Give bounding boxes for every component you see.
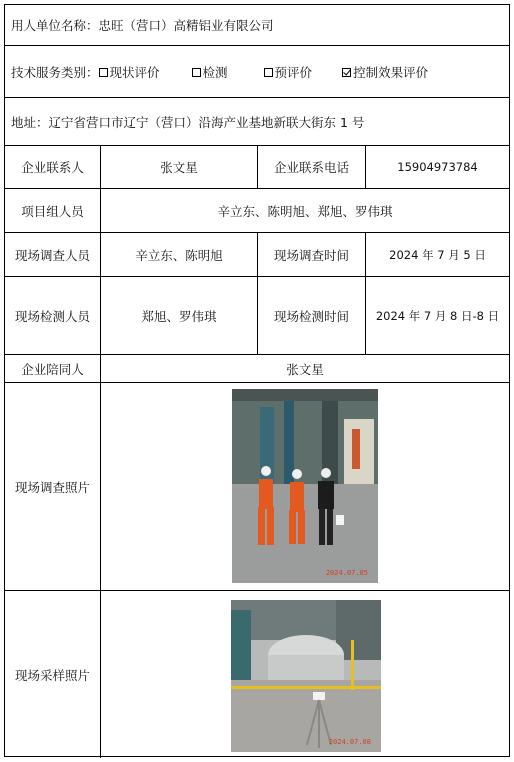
checkbox-icon xyxy=(99,68,108,77)
option-control-eval[interactable]: 控制效果评价 xyxy=(334,63,428,81)
team-row xyxy=(5,189,509,233)
test-time-label: 现场检测时间 xyxy=(257,277,365,354)
survey-row xyxy=(5,233,509,277)
contact-row xyxy=(5,146,509,189)
info-sheet xyxy=(4,4,510,757)
test-staff-label: 现场检测人员 xyxy=(14,308,90,324)
team-value: 辛立东、陈明旭、郑旭、罗伟琪 xyxy=(100,189,509,232)
unit-name-value: 忠旺（营口）高精铝业有限公司 xyxy=(98,18,274,33)
test-staff-value: 郑旭、罗伟琪 xyxy=(100,277,257,354)
contact-label: 企业联系人 xyxy=(21,160,84,175)
survey-staff-label: 现场调查人员 xyxy=(14,247,90,263)
photo-timestamp: 2024.07.05 xyxy=(325,569,368,577)
checkbox-icon xyxy=(192,68,201,77)
sampling-photo-row xyxy=(5,591,509,758)
contact-name: 张文星 xyxy=(100,146,257,188)
address-label: 地址： xyxy=(11,114,49,130)
unit-name-row xyxy=(5,5,509,46)
unit-name-label: 用人单位名称： xyxy=(11,18,99,33)
address-row xyxy=(5,98,509,146)
service-type-label: 技术服务类别： xyxy=(11,64,99,80)
test-time-value: 2024 年 7 月 8 日-8 日 xyxy=(365,277,509,354)
survey-staff-value: 辛立东、陈明旭 xyxy=(100,233,257,276)
survey-time-label: 现场调查时间 xyxy=(257,233,365,276)
option-status-eval[interactable]: 现状评价 xyxy=(99,63,160,81)
option-pre-eval[interactable]: 预评价 xyxy=(256,63,313,81)
test-row xyxy=(5,277,509,355)
sampling-photo xyxy=(231,600,381,752)
service-type-row xyxy=(5,46,509,98)
escort-row xyxy=(5,355,509,383)
survey-photo-row xyxy=(5,383,509,591)
escort-value: 张文星 xyxy=(100,355,509,382)
survey-photo-cell xyxy=(100,383,509,590)
escort-label: 企业陪同人 xyxy=(21,361,84,377)
option-testing[interactable]: 检测 xyxy=(184,63,228,81)
sampling-photo-label: 现场采样照片 xyxy=(14,667,90,683)
checkbox-icon xyxy=(264,68,273,77)
phone-value: 15904973784 xyxy=(365,146,509,188)
phone-label: 企业联系电话 xyxy=(257,146,365,188)
sampling-photo-cell xyxy=(100,591,509,758)
survey-photo-label: 现场调查照片 xyxy=(14,479,90,495)
survey-photo xyxy=(232,389,378,583)
team-label: 项目组人员 xyxy=(21,203,84,219)
photo-timestamp: 2024.07.08 xyxy=(328,738,371,746)
survey-time-value: 2024 年 7 月 5 日 xyxy=(365,233,509,276)
checked-checkbox-icon xyxy=(342,68,351,77)
address-value: 辽宁省营口市辽宁（营口）沿海产业基地新联大街东 1 号 xyxy=(48,114,365,130)
